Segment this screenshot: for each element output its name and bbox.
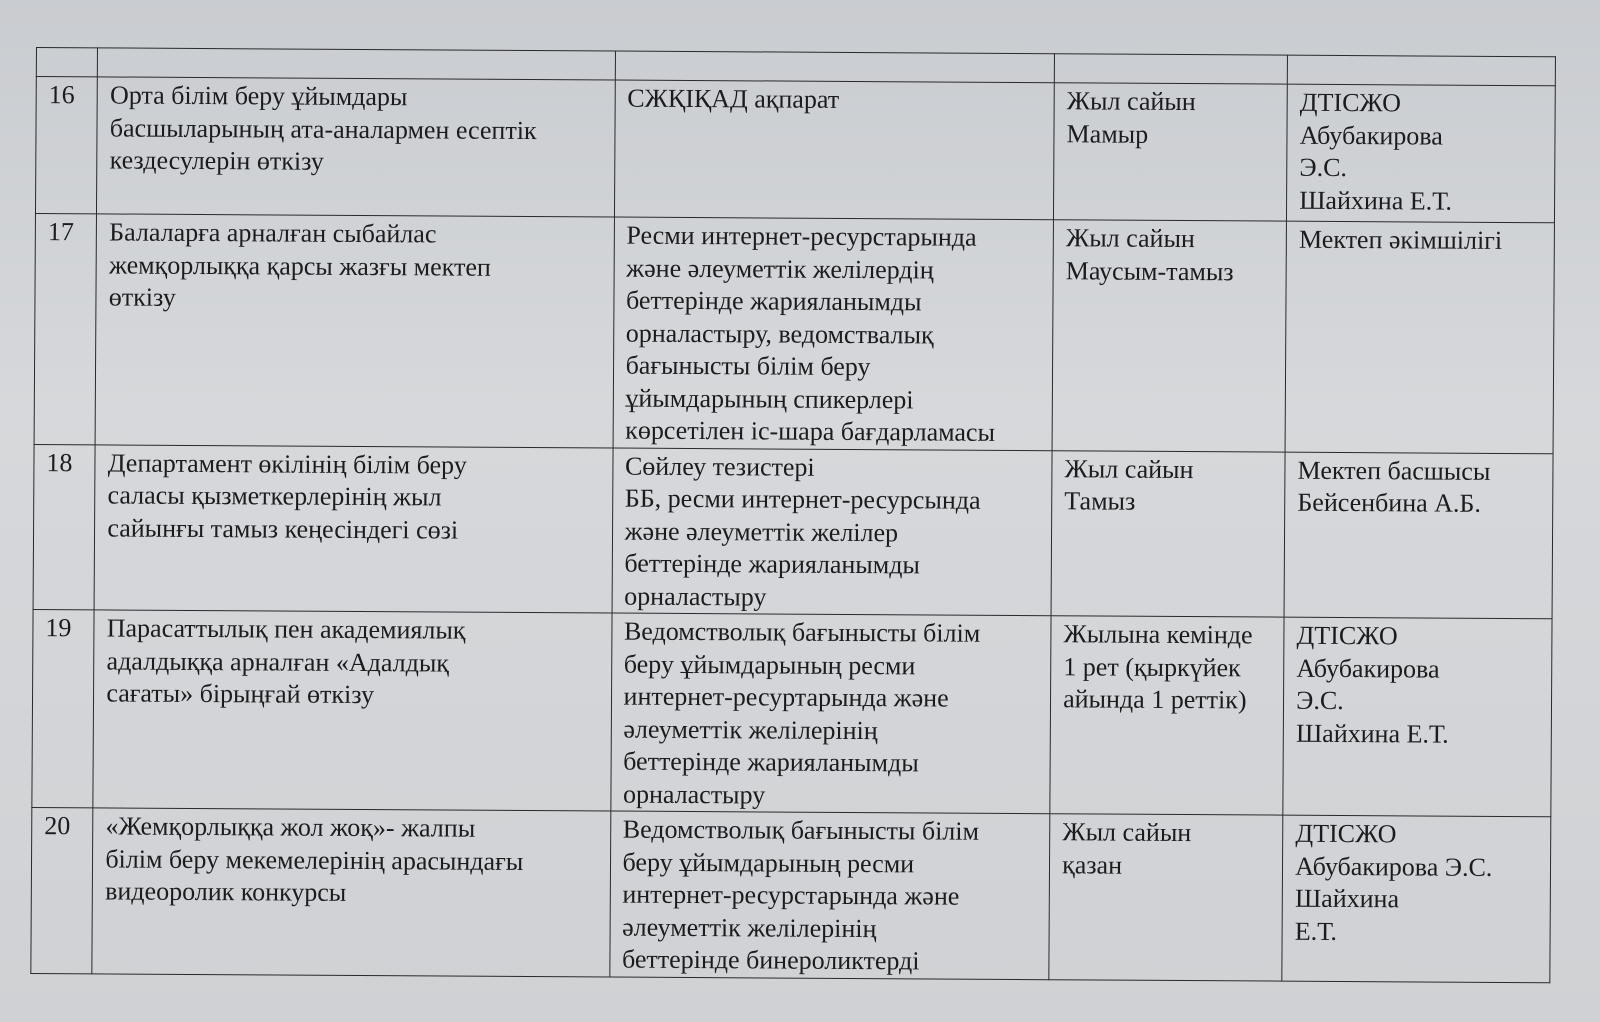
responsible-cell: ДТІСЖО Абубакирова Э.С. Шайхина Е.Т. bbox=[1282, 815, 1551, 982]
row-number: 20 bbox=[31, 807, 93, 973]
responsible-cell: Мектеп басшысы Бейсенбина А.Б. bbox=[1284, 452, 1553, 619]
row-number: 16 bbox=[35, 77, 97, 214]
form-cell: Ведомстволық бағынысты білім беру ұйымдарының ресми интернет-ресуртарында және әлеуметтік желілерінің беттерінде жарияланымды орналастыру bbox=[610, 613, 1051, 814]
row-number: 17 bbox=[34, 213, 97, 444]
table-row bbox=[31, 807, 1551, 982]
form-cell: Ресми интернет-ресурстарында және әлеуметтік желілердің беттерінде жарияланымды орналастыру, ведомствалық бағынысты білім беру ұйымдарының спикерлері көрсетілен іс-шара бағдарламасы bbox=[613, 217, 1054, 450]
period-cell: Жыл сайын Тамыз bbox=[1051, 450, 1285, 617]
period-cell: Жылына кемінде 1 рет (қыркүйек айында 1 реттік) bbox=[1050, 616, 1284, 815]
table-row bbox=[32, 609, 1552, 816]
responsible-cell: ДТІСЖО Абубакирова Э.С. Шайхина Е.Т. bbox=[1287, 84, 1556, 223]
event-plan-table bbox=[30, 47, 1556, 983]
responsible-cell: Мектеп әкімшілігі bbox=[1285, 221, 1554, 453]
period-cell: Жыл сайын Маусым-тамыз bbox=[1052, 220, 1286, 452]
event-cell: Департамент өкілінің білім беру саласы қызметкерлерінің жыл сайынғы тамыз кеңесіндегі сөзі bbox=[94, 444, 612, 613]
event-cell: Балаларға арналған сыбайлас жемқорлыққа қарсы жазғы мектеп өткізу bbox=[95, 214, 614, 448]
header-cell bbox=[615, 51, 1055, 83]
event-cell: «Жемқорлыққа жол жоқ»- жалпы білім беру мекемелерінің арасындағы видеоролик конкурсы bbox=[92, 808, 610, 977]
form-cell: Сөйлеу тезистері ББ, ресми интернет-ресурсында және әлеуметтік желілер беттерінде жарияланымды орналастыру bbox=[612, 448, 1053, 616]
period-cell: Жыл сайын қазан bbox=[1049, 814, 1283, 981]
header-cell bbox=[98, 48, 615, 80]
header-cell bbox=[1287, 55, 1555, 86]
row-number: 19 bbox=[32, 609, 95, 807]
header-cell bbox=[1054, 54, 1287, 84]
header-cell bbox=[36, 48, 98, 77]
table-row bbox=[35, 77, 1555, 223]
table-row bbox=[33, 444, 1553, 619]
table-row bbox=[34, 213, 1554, 453]
event-cell: Орта білім беру ұйымдары басшыларының ата-аналармен есептік кездесулерін өткізу bbox=[97, 77, 615, 217]
form-cell: СЖҚІҚАД ақпарат bbox=[614, 80, 1054, 220]
form-cell: Ведомстволық бағынысты білім беру ұйымдарының ресми интернет-ресурстарында және әлеуметтік желілерінің беттерінде бинероликтерді bbox=[609, 811, 1050, 979]
period-cell: Жыл сайын Мамыр bbox=[1054, 83, 1288, 221]
responsible-cell: ДТІСЖО Абубакирова Э.С. Шайхина Е.Т. bbox=[1283, 617, 1552, 817]
row-number: 18 bbox=[33, 444, 95, 610]
event-cell: Парасаттылық пен академиялық адалдыққа арналған «Адалдық сағаты» бірыңғай өткізу bbox=[93, 610, 611, 811]
